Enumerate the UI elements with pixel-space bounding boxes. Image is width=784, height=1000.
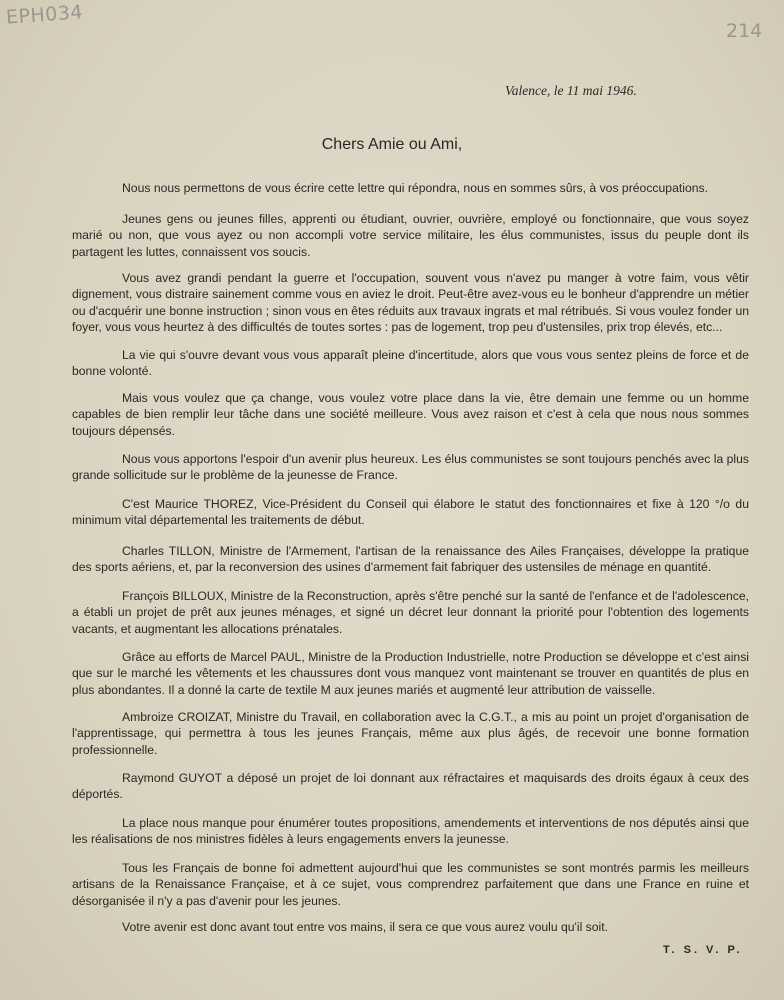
paragraph: Grâce au efforts de Marcel PAUL, Ministre de la Production Industrielle, notre Production se développe et c'est ainsi que sur le marché les vêtements et les chaussures dont vous manquez vont maintenant se trouver en quantités de plus en plus abondantes. Il a donné la carte de textile M aux jeunes mariés et augmenté leur attribution de vaisselle. <box>72 650 749 697</box>
paragraph: Mais vous voulez que ça change, vous voulez votre place dans la vie, être demain une femme ou un homme capables de bien remplir leur tâche dans une société meilleure. Vous avez raison et c'est à cela que nous nous sommes toujours dépensés. <box>72 391 749 438</box>
paragraph: François BILLOUX, Ministre de la Reconstruction, après s'être penché sur la santé de l'enfance et de l'adolescence, a établi un projet de prêt aux jeunes ménages, et signé un décret leur donnant la priorité pour l'obtention des logements vacants, et augmentant les allocations prénatales. <box>72 589 749 636</box>
paragraph: Vous avez grandi pendant la guerre et l'occupation, souvent vous n'avez pu manger à votre faim, vous vêtir dignement, vous distraire sainement comme vous en aviez le droit. Peut-être avez-vous eu le bonheur d'apprendre un métier ou d'acquérir une bonne instruction ; sinon vous en êtes réduits aux travaux ingrats et mal rétribués. Si vous voulez fonder un foyer, vous vous heurtez à des difficultés de toutes sortes : pas de logement, trop peu d'ustensiles, prix trop élevés, etc... <box>72 271 749 334</box>
paragraph: Charles TILLON, Ministre de l'Armement, l'artisan de la renaissance des Ailes Françaises, développe la pratique des sports aériens, et, par la reconversion des usines d'armement fait fabriquer des ustensiles de ménage en quantité. <box>72 544 749 575</box>
paragraph: C'est Maurice THOREZ, Vice-Président du Conseil qui élabore le statut des fonctionnaires et fixe à 120 °/o du minimum vital départemental les traitements de début. <box>72 497 749 528</box>
paragraph: La place nous manque pour énumérer toutes propositions, amendements et interventions de nos députés ainsi que les réalisations de nos ministres fidèles à leurs engagements envers la jeunesse. <box>72 816 749 847</box>
paragraph: Jeunes gens ou jeunes filles, apprenti ou étudiant, ouvrier, ouvrière, employé ou fonctionnaire, que vous soyez marié ou non, que vous ayez ou non accompli votre service militaire, les élus communistes, issus du peuple dont ils partagent les luttes, connaissent vos soucis. <box>72 212 749 259</box>
paragraph: La vie qui s'ouvre devant vous vous apparaît pleine d'incertitude, alors que vous vous sentez pleins de force et de bonne volonté. <box>72 348 749 379</box>
archive-reference: EPH034 <box>5 1 84 29</box>
page-number: 214 <box>726 20 763 42</box>
paragraph: Nous nous permettons de vous écrire cette lettre qui répondra, nous en sommes sûrs, à vos préoccupations. <box>122 181 708 195</box>
paragraph: Ambroize CROIZAT, Ministre du Travail, en collaboration avec la C.G.T., a mis au point un projet d'organisation de l'apprentissage, qui permettra à tous les jeunes Français, même aux plus âgés, de recevoir une bonne formation professionnelle. <box>72 710 749 757</box>
salutation: Chers Amie ou Ami, <box>321 136 463 153</box>
paragraph: Nous vous apportons l'espoir d'un avenir plus heureux. Les élus communistes se sont toujours penchés avec la plus grande sollicitude sur le problème de la jeunesse de France. <box>72 452 749 483</box>
dateline: Valence, le 11 mai 1946. <box>505 83 637 98</box>
signoff-tsvp: T. S. V. P. <box>663 944 743 956</box>
paragraph: Votre avenir est donc avant tout entre vos mains, il sera ce que vous aurez voulu qu'il soit. <box>122 920 609 934</box>
paragraph: Tous les Français de bonne foi admettent aujourd'hui que les communistes se sont montrés parmis les meilleurs artisans de la Renaissance Française, et à ce sujet, vous comprendrez parfaitement que dans une France en ruine et désorganisée il n'y a pas d'avenir pour les jeunes. <box>72 861 749 908</box>
paragraph: Raymond GUYOT a déposé un projet de loi donnant aux réfractaires et maquisards des droits égaux à ceux des déportés. <box>72 771 749 802</box>
